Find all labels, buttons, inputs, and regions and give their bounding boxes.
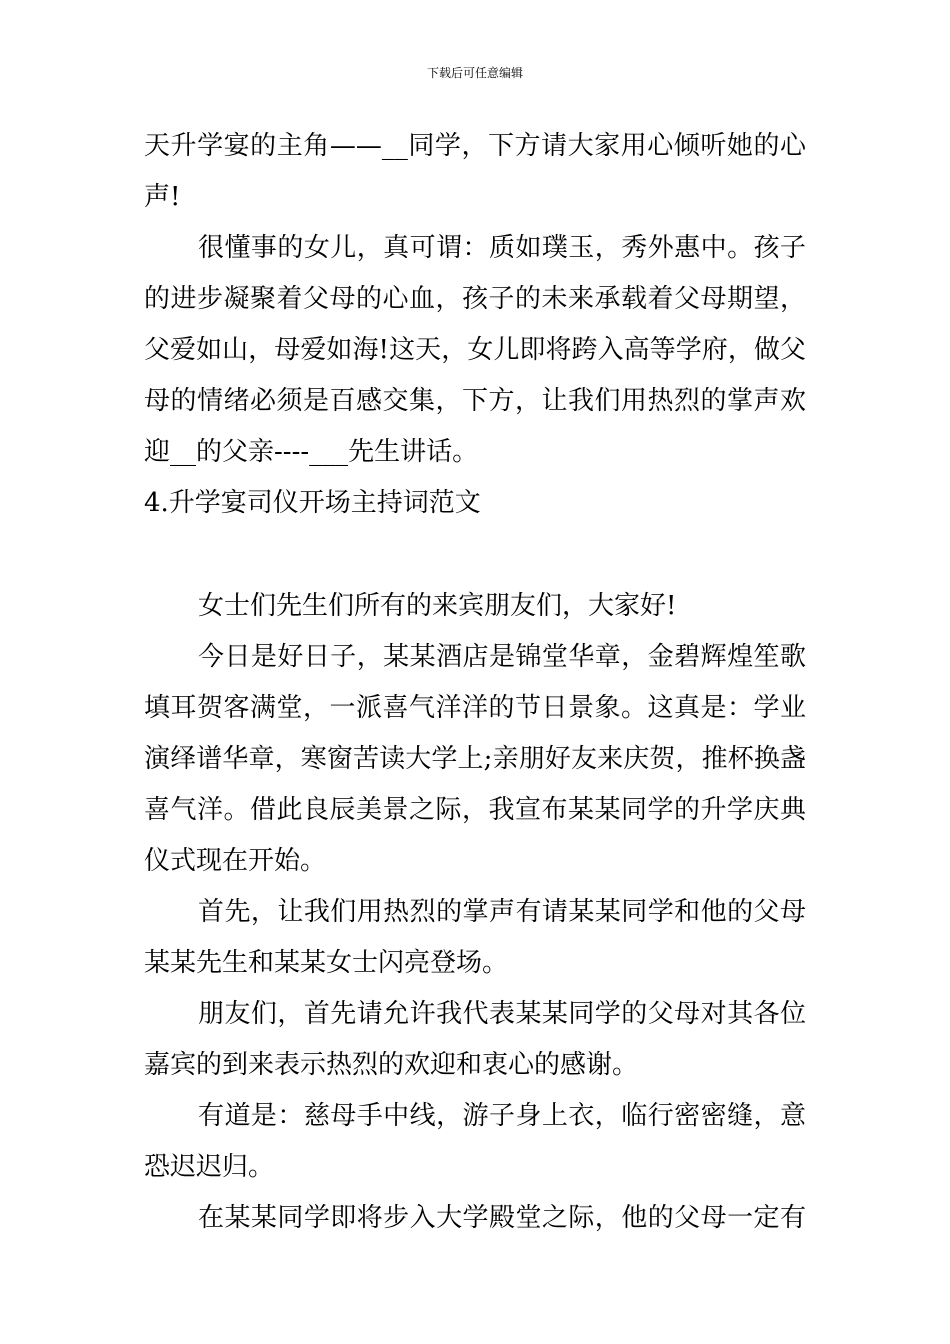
text-line: 女士们先生们所有的来宾朋友们，大家好! [198, 591, 677, 621]
text-line: 迎__的父亲----___先生讲话。 [144, 437, 479, 467]
section-heading: 4.升学宴司仪开场主持词范文 [144, 488, 481, 518]
text-line: 嘉宾的到来表示热烈的欢迎和衷心的感谢。 [144, 1050, 639, 1080]
text-line: 喜气洋。借此良辰美景之际，我宣布某某同学的升学庆典 [144, 795, 806, 825]
text-line: 很懂事的女儿，真可谓：质如璞玉，秀外惠中。孩子 [198, 233, 806, 263]
paragraph [144, 1091, 806, 1193]
paragraph [144, 989, 806, 1091]
text-line: 恐迟迟归。 [144, 1152, 275, 1182]
document-body [144, 121, 806, 1244]
paragraph [144, 121, 806, 223]
text-line: 填耳贺客满堂，一派喜气洋洋的节日景象。这真是：学业 [144, 693, 806, 723]
paragraph [144, 887, 806, 989]
paragraph [144, 223, 806, 478]
text-line: 仪式现在开始。 [144, 846, 327, 876]
page-header: 下载后可任意编辑 [426, 66, 523, 80]
text-line: 母的情绪必须是百感交集，下方，让我们用热烈的掌声欢 [144, 386, 806, 416]
text-line: 父爱如山，母爱如海!这天，女儿即将跨入高等学府，做父 [144, 335, 806, 365]
text-line: 有道是：慈母手中线，游子身上衣，临行密密缝，意 [198, 1101, 806, 1131]
text-line: 朋友们，首先请允许我代表某某同学的父母对其各位 [198, 999, 806, 1029]
paragraph [144, 1193, 806, 1244]
paragraph [144, 632, 806, 887]
text-line: 演绎谱华章，寒窗苦读大学上;亲朋好友来庆贺，推杯换盏 [144, 744, 806, 774]
text-line: 声! [144, 182, 181, 212]
text-line: 首先，让我们用热烈的掌声有请某某同学和他的父母 [198, 897, 806, 927]
text-line: 今日是好日子，某某酒店是锦堂华章，金碧辉煌笙歌 [198, 642, 806, 672]
blank-line [144, 529, 806, 581]
text-line: 的进步凝聚着父母的心血，孩子的未来承载着父母期望， [144, 284, 806, 314]
text-line: 天升学宴的主角——__同学，下方请大家用心倾听她的心 [144, 131, 806, 161]
text-line: 在某某同学即将步入大学殿堂之际，他的父母一定有 [198, 1203, 806, 1233]
text-line: 某某先生和某某女士闪亮登场。 [144, 948, 509, 978]
